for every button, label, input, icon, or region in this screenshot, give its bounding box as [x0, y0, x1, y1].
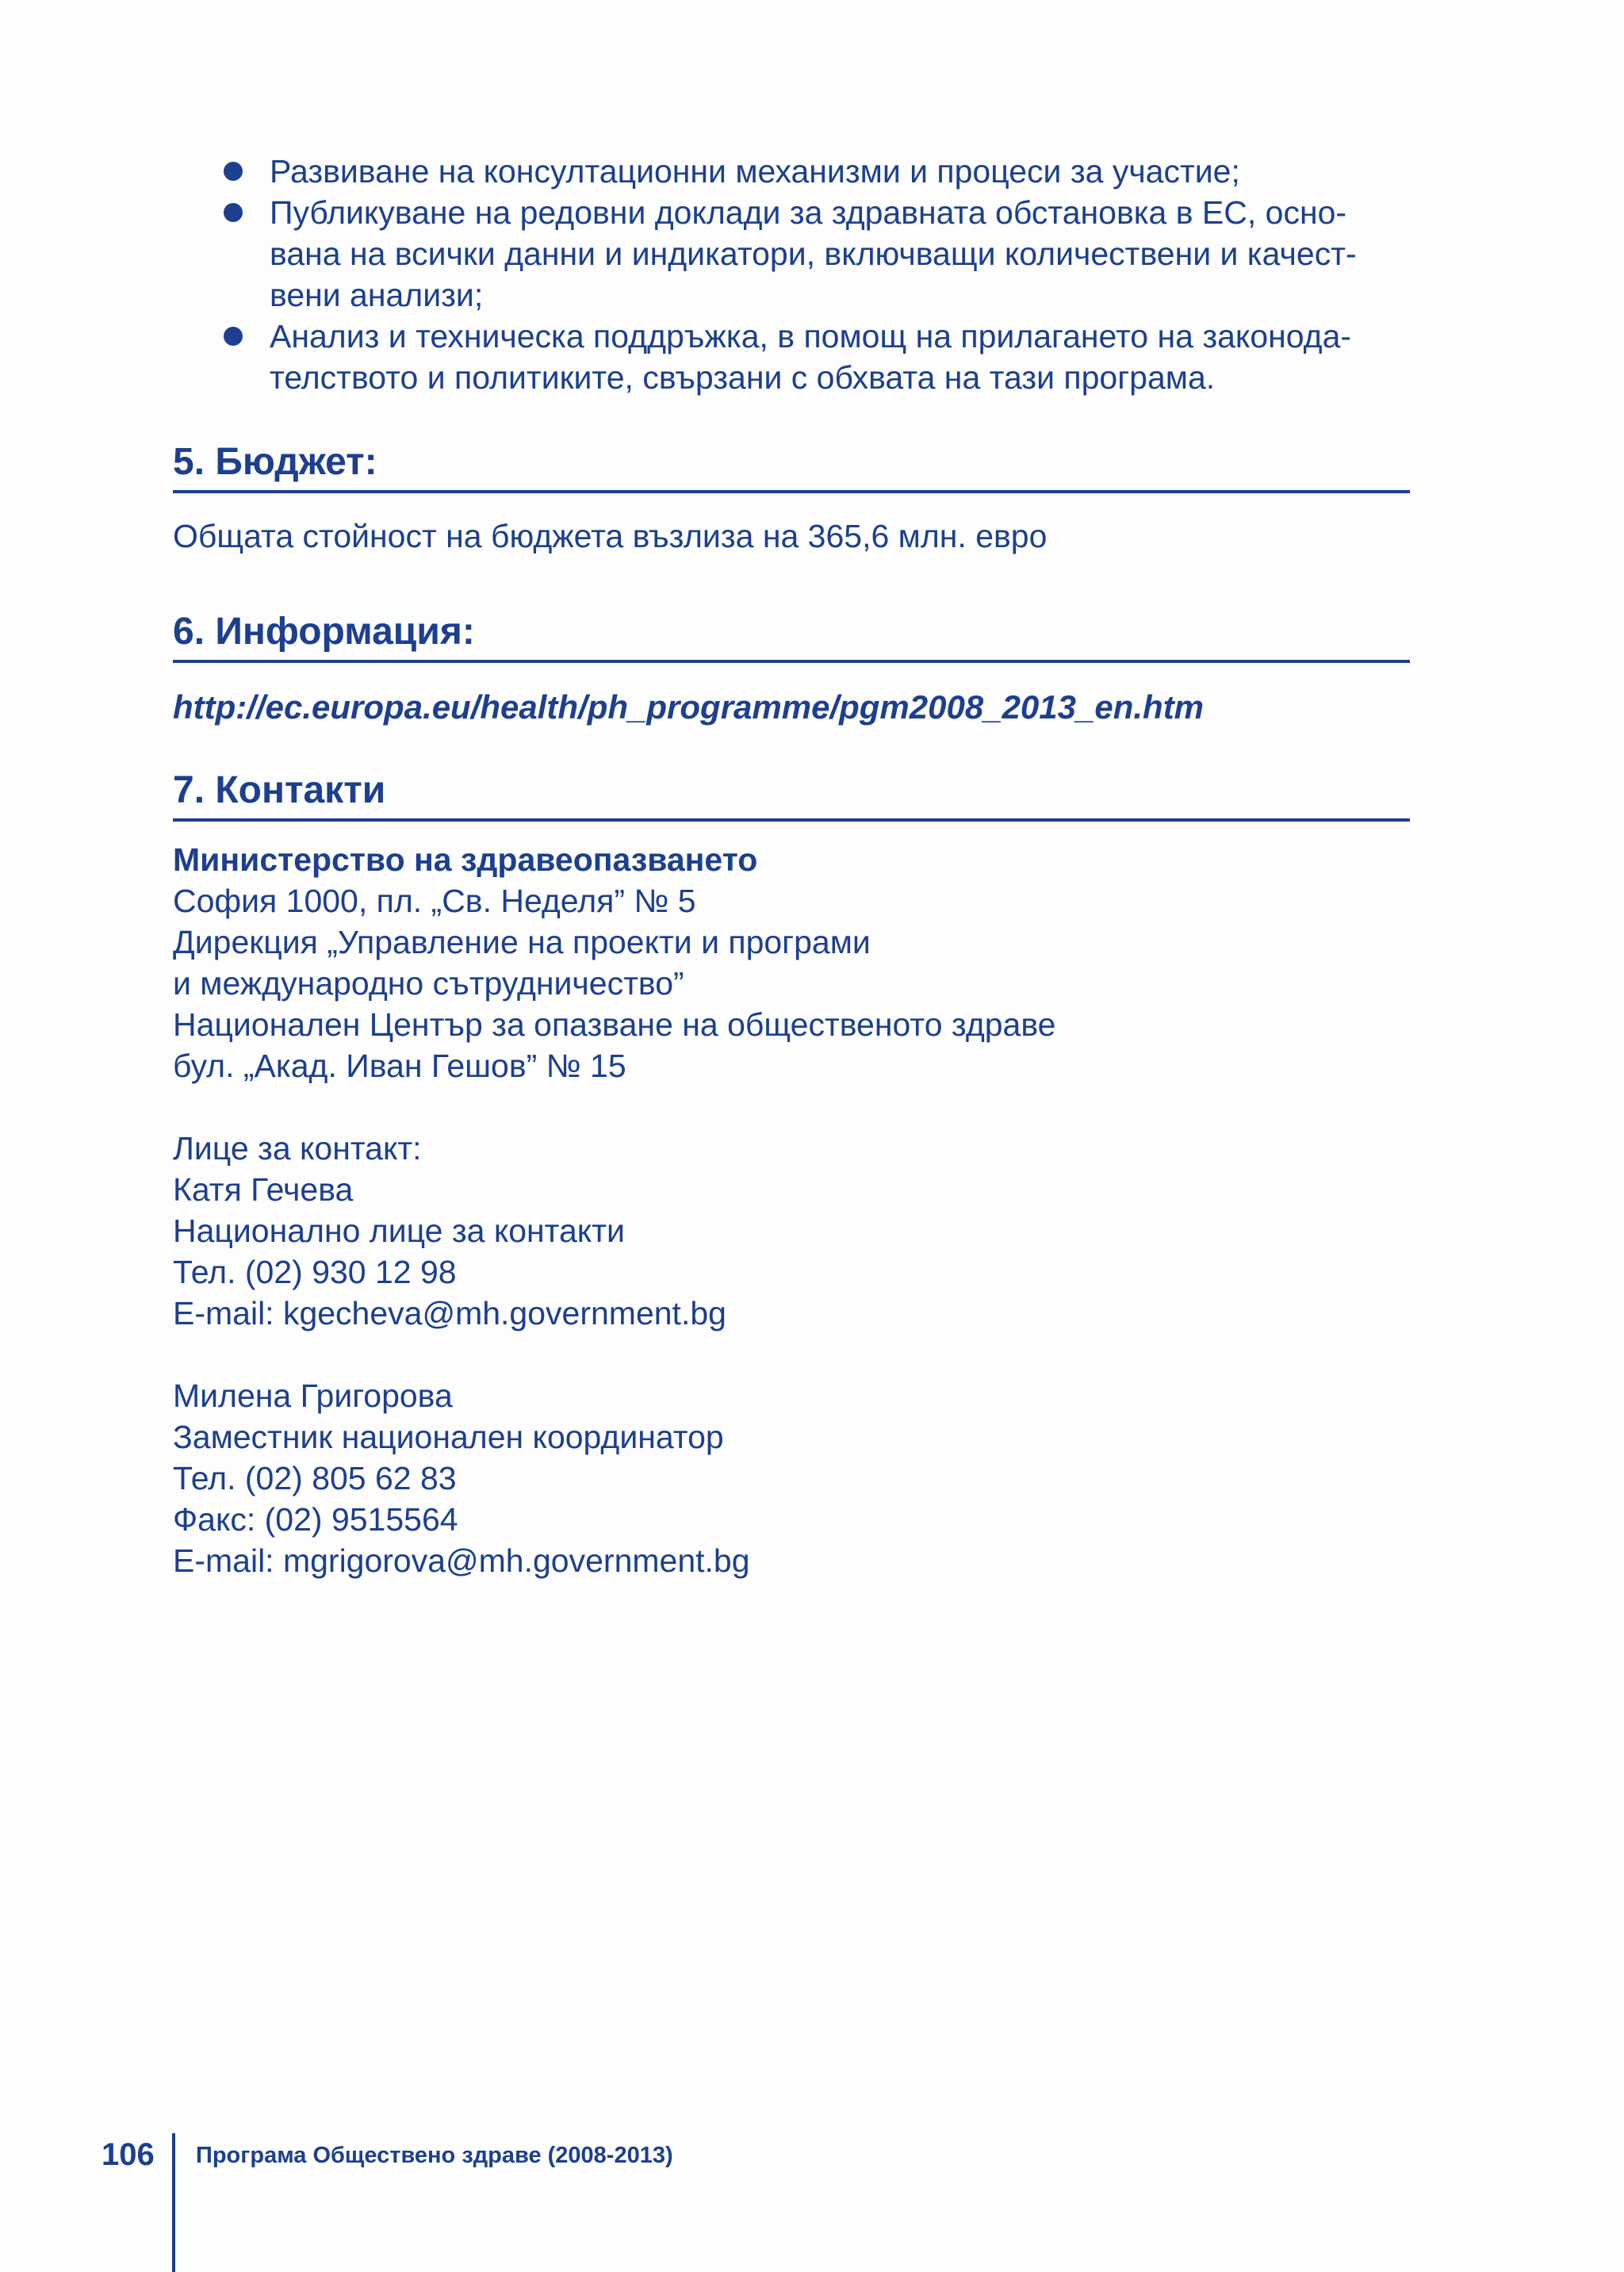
- bullet-icon: [224, 203, 243, 222]
- address-line: София 1000, пл. „Св. Неделя” № 5: [173, 883, 696, 919]
- contact-fax: Факс: (02) 9515564: [173, 1501, 458, 1538]
- bullet-text: Публикуване на редовни доклади за здравната обстановка в ЕС, осно- вана на всички данни и индикатори, включващи количествени и качест- вени анализи;: [270, 194, 1357, 313]
- footer-title: Програма Обществено здраве (2008-2013): [196, 2143, 673, 2168]
- bullet-text: Развиване на консултационни механизми и процеси за участие;: [270, 153, 1240, 190]
- contact-phone: Тел. (02) 805 62 83: [173, 1460, 457, 1496]
- list-item: [173, 316, 1410, 398]
- contact-name: Катя Гечева: [173, 1171, 354, 1208]
- list-item: [173, 151, 1410, 192]
- address-line: и международно сътрудничество”: [173, 965, 684, 1002]
- contact-role: Заместник национален координатор: [173, 1419, 724, 1455]
- footer-divider: [172, 2133, 175, 2272]
- list-item: [173, 192, 1410, 316]
- section-heading-budget: 5. Бюджет:: [173, 439, 1410, 493]
- ministry-name: Министерство на здравеопазването: [173, 841, 758, 878]
- page-number: 106: [102, 2137, 155, 2172]
- bullet-icon: [224, 162, 243, 181]
- contact-phone: Тел. (02) 930 12 98: [173, 1254, 457, 1290]
- budget-text: Общата стойност на бюджета възлиза на 365,6 млн. евро: [173, 518, 1048, 554]
- address-line: бул. „Акад. Иван Гешов” № 15: [173, 1048, 626, 1084]
- address-line: Дирекция „Управление на проекти и програми: [173, 924, 871, 960]
- address-line: Национален Център за опазване на общественото здраве: [173, 1006, 1056, 1043]
- page-content: [173, 151, 1410, 1581]
- info-link[interactable]: http://ec.europa.eu/health/ph_programme/pgm2008_2013_en.htm: [173, 688, 1205, 726]
- contact-name: Милена Григорова: [173, 1377, 453, 1414]
- contacts-block: [173, 839, 1410, 1581]
- contact-email[interactable]: E-mail: kgecheva@mh.government.bg: [173, 1295, 726, 1331]
- section-heading-information: 6. Информация:: [173, 609, 1410, 663]
- contact-role: Национално лице за контакти: [173, 1213, 625, 1249]
- page-footer: [0, 2133, 1624, 2272]
- spacer: [173, 1334, 1410, 1375]
- section-heading-contacts: 7. Контакти: [173, 768, 1410, 822]
- spacer: [173, 1086, 1410, 1128]
- contact-label: Лице за контакт:: [173, 1130, 422, 1167]
- bullet-list: [173, 151, 1410, 398]
- bullet-text: Анализ и техническа поддръжка, в помощ на прилагането на законода- телството и политиките, свързани с обхвата на тази програма.: [270, 318, 1352, 396]
- bullet-icon: [224, 327, 243, 346]
- contact-email[interactable]: E-mail: mgrigorova@mh.government.bg: [173, 1542, 750, 1579]
